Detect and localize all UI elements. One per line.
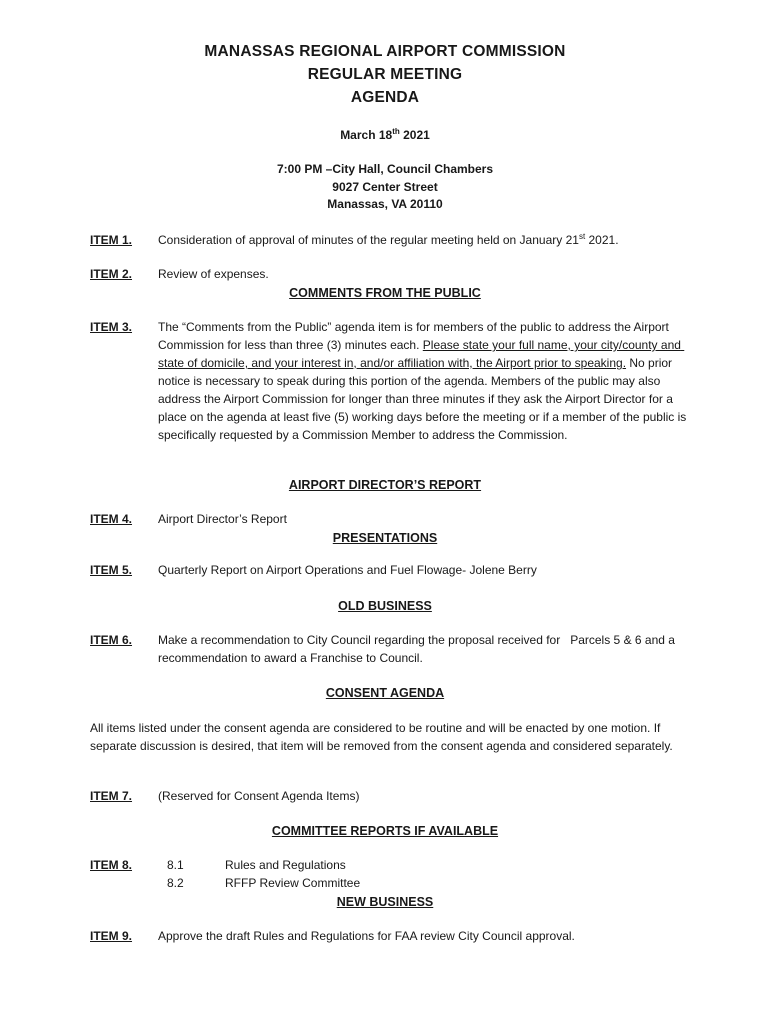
item-1-text-pre: Consideration of approval of minutes of the regular meeting held on January 21 bbox=[158, 233, 579, 247]
item-8-text bbox=[158, 856, 688, 892]
consent-agenda-note: All items listed under the consent agenda are considered to be routine and will be enacted by one motion. If separate discussion is desired, that item will be removed from the consent agenda and considered separately. bbox=[90, 721, 673, 753]
section-heading-new-business bbox=[0, 893, 770, 911]
item-4-text: Airport Director’s Report bbox=[158, 512, 287, 526]
item-3-text-underlined: Please state your full name, your city/county and state of domicile, and your interest in, and/or affiliation with, the Airport prior to speaking. bbox=[158, 338, 685, 370]
agenda-item-7 bbox=[90, 787, 688, 805]
meeting-date-year: 2021 bbox=[399, 128, 430, 142]
item-5-text: Quarterly Report on Airport Operations and Fuel Flowage- Jolene Berry bbox=[158, 563, 537, 577]
section-heading-presentations-text: PRESENTATIONS bbox=[332, 531, 438, 545]
item-8-subitem-1 bbox=[158, 856, 688, 874]
agenda-item-2 bbox=[90, 265, 688, 283]
location-line-city: Manassas, VA 20110 bbox=[327, 197, 443, 211]
item-6-text: Make a recommendation to City Council regarding the proposal received for Parcels 5 & 6 and a recommendation to award a Franchise to Council. bbox=[158, 633, 679, 665]
item-2-text: Review of expenses. bbox=[158, 267, 269, 281]
section-heading-consent-agenda bbox=[0, 684, 770, 702]
title-line-organization: MANASSAS REGIONAL AIRPORT COMMISSION bbox=[204, 43, 566, 60]
item-8-label: ITEM 8. bbox=[90, 858, 133, 872]
item-1-text bbox=[158, 231, 688, 249]
meeting-date bbox=[0, 126, 770, 144]
section-heading-committee-reports bbox=[0, 822, 770, 840]
agenda-item-3 bbox=[90, 318, 688, 444]
item-9-text: Approve the draft Rules and Regulations for FAA review City Council approval. bbox=[158, 929, 575, 943]
section-heading-consent-agenda-text: CONSENT AGENDA bbox=[325, 686, 445, 700]
section-heading-old-business bbox=[0, 597, 770, 615]
section-heading-new-business-text: NEW BUSINESS bbox=[336, 895, 434, 909]
item-9-label: ITEM 9. bbox=[90, 929, 133, 943]
section-heading-comments-text: COMMENTS FROM THE PUBLIC bbox=[289, 286, 481, 300]
item-4-label: ITEM 4. bbox=[90, 512, 133, 526]
item-8-subitem-2-number: 8.2 bbox=[167, 876, 184, 890]
title-line-meeting-type: REGULAR MEETING bbox=[307, 66, 463, 83]
agenda-item-9 bbox=[90, 927, 688, 945]
section-heading-directors-report-text: AIRPORT DIRECTOR’S REPORT bbox=[288, 478, 482, 492]
agenda-item-1 bbox=[90, 231, 688, 249]
item-3-text bbox=[158, 318, 688, 444]
item-8-subitem-1-number: 8.1 bbox=[167, 858, 184, 872]
section-heading-comments bbox=[0, 284, 770, 302]
item-7-label: ITEM 7. bbox=[90, 789, 133, 803]
document-title bbox=[0, 40, 770, 109]
title-line-agenda: AGENDA bbox=[350, 89, 420, 106]
agenda-item-6 bbox=[90, 631, 688, 667]
agenda-item-4 bbox=[90, 510, 688, 528]
item-1-label: ITEM 1. bbox=[90, 233, 133, 247]
item-8-subitem-1-text: Rules and Regulations bbox=[225, 858, 346, 872]
item-5-label: ITEM 5. bbox=[90, 563, 133, 577]
item-3-text-post: No prior notice is necessary to speak during this portion of the agenda. Members of the public may also address the Airport Commission for longer than three minutes if they ask the Airport Director for a place on the agenda at least five (5) working days before the meeting or if a member of the public is specifically requested by a Commission Member to address the Commission. bbox=[158, 356, 690, 442]
item-1-superscript: st bbox=[578, 232, 586, 241]
item-1-text-post: 2021. bbox=[585, 233, 619, 247]
item-8-subitem-2 bbox=[158, 874, 688, 892]
item-7-text: (Reserved for Consent Agenda Items) bbox=[158, 789, 360, 803]
section-heading-directors-report bbox=[0, 476, 770, 494]
meeting-date-superscript: th bbox=[392, 127, 400, 136]
item-6-label: ITEM 6. bbox=[90, 633, 133, 647]
item-3-text-pre: The “Comments from the Public” agenda item is for members of the public to address the Airport Commission for less than three (3) minutes each. bbox=[158, 320, 673, 352]
item-3-label: ITEM 3. bbox=[90, 320, 133, 334]
agenda-item-5 bbox=[90, 561, 688, 579]
meeting-location bbox=[0, 161, 770, 214]
section-heading-committee-reports-text: COMMITTEE REPORTS IF AVAILABLE bbox=[271, 824, 499, 838]
section-heading-presentations bbox=[0, 529, 770, 547]
agenda-item-8 bbox=[90, 856, 688, 892]
location-line-street: 9027 Center Street bbox=[332, 179, 438, 194]
section-heading-old-business-text: OLD BUSINESS bbox=[338, 599, 432, 613]
item-8-subitem-2-text: RFFP Review Committee bbox=[225, 876, 361, 890]
location-line-time-venue: 7:00 PM –City Hall, Council Chambers bbox=[276, 162, 494, 176]
item-2-label: ITEM 2. bbox=[90, 267, 133, 281]
meeting-date-text: March 18 bbox=[340, 128, 393, 142]
